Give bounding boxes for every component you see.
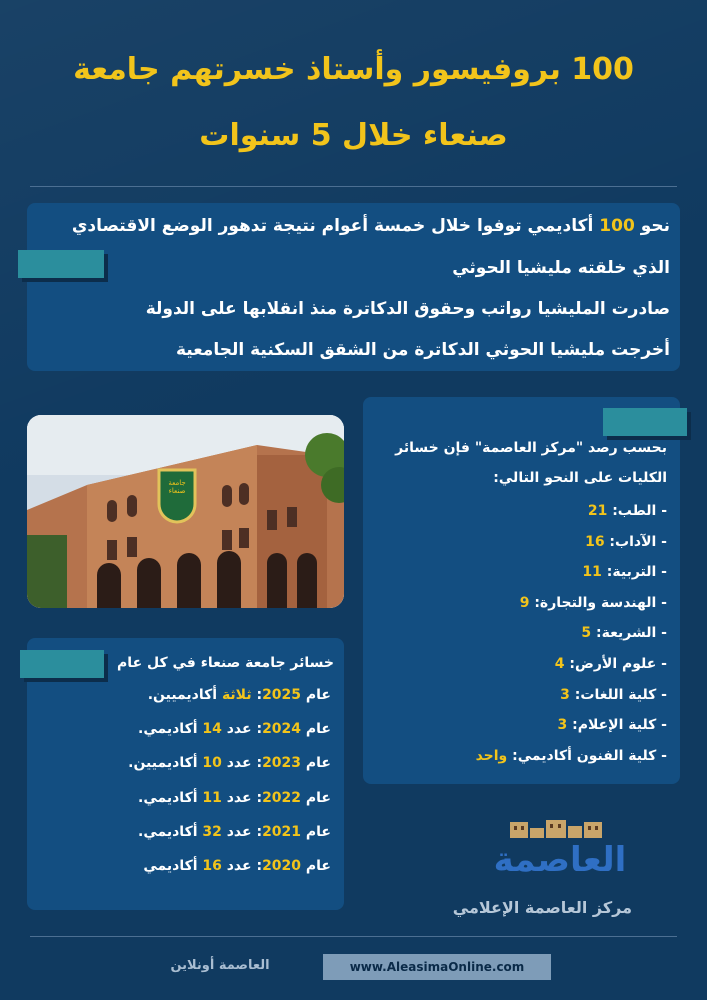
year-prefix: عام (301, 687, 331, 703)
headline-line-1: 100 بروفيسور وأستاذ خسرتهم جامعة (73, 52, 634, 87)
year-value: 2022 (262, 789, 302, 806)
faculty-label: - الآداب: (604, 533, 667, 550)
divider-bottom (30, 936, 677, 937)
faculty-count: واحد (475, 747, 508, 764)
year-value: 2024 (262, 721, 302, 738)
faculty-count: 11 (582, 564, 602, 581)
year-count: 11 (202, 789, 222, 806)
faculty-count: 4 (554, 656, 565, 672)
year-count: 16 (202, 858, 222, 874)
faculty-label: - كلية الإعلام: (567, 717, 667, 734)
faculty-item (476, 748, 667, 764)
faculty-label: - الهندسة والتجارة: (529, 594, 667, 611)
year-value: 2021 (262, 823, 302, 840)
year-suffix: أكاديميين. (147, 687, 222, 703)
faculty-count: 3 (560, 686, 570, 703)
university-building-photo (27, 415, 344, 608)
year-separator: : عدد (221, 789, 263, 806)
year-suffix: أكاديمي. (138, 721, 203, 738)
faculty-count: 3 (557, 717, 568, 734)
faculty-label: - الطب: (607, 503, 667, 519)
year-item (143, 858, 331, 874)
faculty-item (557, 717, 667, 733)
headline-line-2: صنعاء خلال 5 سنوات (199, 118, 508, 153)
year-value: 2020 (262, 858, 302, 874)
year-count: 14 (202, 721, 222, 738)
faculty-label: - التربية: (601, 564, 667, 581)
year-item (138, 790, 331, 806)
faculties-header-2: الكليات على النحو التالي: (493, 470, 667, 486)
divider-top (30, 186, 677, 187)
yearly-tab-decoration (20, 650, 104, 678)
faculty-item (581, 625, 667, 641)
intro-tab-decoration (18, 250, 104, 278)
faculty-label: - كلية اللغات: (569, 686, 667, 703)
year-separator: : عدد (221, 858, 263, 874)
intro-line-4: أخرجت مليشيا الحوثي الدكاترة من الشقق السكنية الجامعية (175, 340, 670, 360)
footer-url-link[interactable]: www.AleasimaOnline.com (323, 954, 551, 980)
yearly-header: خسائر جامعة صنعاء في كل عام (117, 655, 334, 671)
intro-line-1: نحو 100 أكاديمي توفوا خلال خمسة أعوام نتيجة تدهور الوضع الاقتصادي (71, 216, 670, 236)
footer-brand-name: العاصمة أونلاين (170, 958, 270, 973)
year-item (148, 687, 331, 703)
year-separator: : عدد (221, 755, 263, 772)
year-prefix: عام (301, 789, 331, 806)
faculty-item (555, 656, 667, 672)
year-count: 10 (202, 755, 222, 772)
year-count: ثلاثة (221, 687, 252, 703)
faculty-label: - الشريعة: (591, 625, 667, 642)
faculty-label: - علوم الأرض: (564, 656, 667, 672)
faculty-count: 9 (519, 594, 530, 611)
year-value: 2023 (262, 755, 302, 772)
year-separator: : (251, 687, 263, 703)
year-prefix: عام (301, 755, 331, 772)
year-separator: : عدد (221, 721, 263, 738)
year-count: 32 (202, 823, 222, 840)
faculty-label: - كلية الفنون أكاديمي: (507, 747, 667, 764)
year-suffix: أكاديميين. (128, 755, 203, 772)
faculties-header-1: بحسب رصد "مركز العاصمة" فإن خسائر (395, 440, 667, 456)
intro-line-2: الذي خلقته مليشيا الحوثي (452, 258, 670, 278)
logo-caption: مركز العاصمة الإعلامي (452, 898, 632, 917)
year-value: 2025 (262, 687, 302, 703)
faculties-tab-decoration (603, 408, 687, 436)
faculty-item (582, 564, 667, 580)
faculty-count: 21 (587, 503, 608, 519)
faculty-count: 16 (585, 533, 605, 550)
year-suffix: أكاديمي. (138, 789, 203, 806)
faculty-item (588, 503, 667, 519)
year-suffix: أكاديمي. (138, 823, 203, 840)
intro-line-3: صادرت المليشيا رواتب وحقوق الدكاترة منذ انقلابها على الدولة (145, 299, 670, 319)
faculty-item (560, 687, 667, 703)
faculty-count: 5 (581, 625, 592, 642)
faculty-item (520, 595, 667, 611)
year-item (138, 824, 331, 840)
year-prefix: عام (301, 858, 331, 874)
logo (480, 820, 640, 890)
faculty-item (585, 534, 667, 550)
logo-wordmark: العاصمة (493, 840, 627, 880)
year-item (128, 755, 331, 771)
photo-emblem-text: جامعة صنعاء (168, 479, 186, 495)
year-item (138, 721, 331, 737)
year-prefix: عام (301, 823, 331, 840)
year-separator: : عدد (221, 823, 263, 840)
year-prefix: عام (301, 721, 331, 738)
year-suffix: أكاديمي (143, 858, 203, 874)
